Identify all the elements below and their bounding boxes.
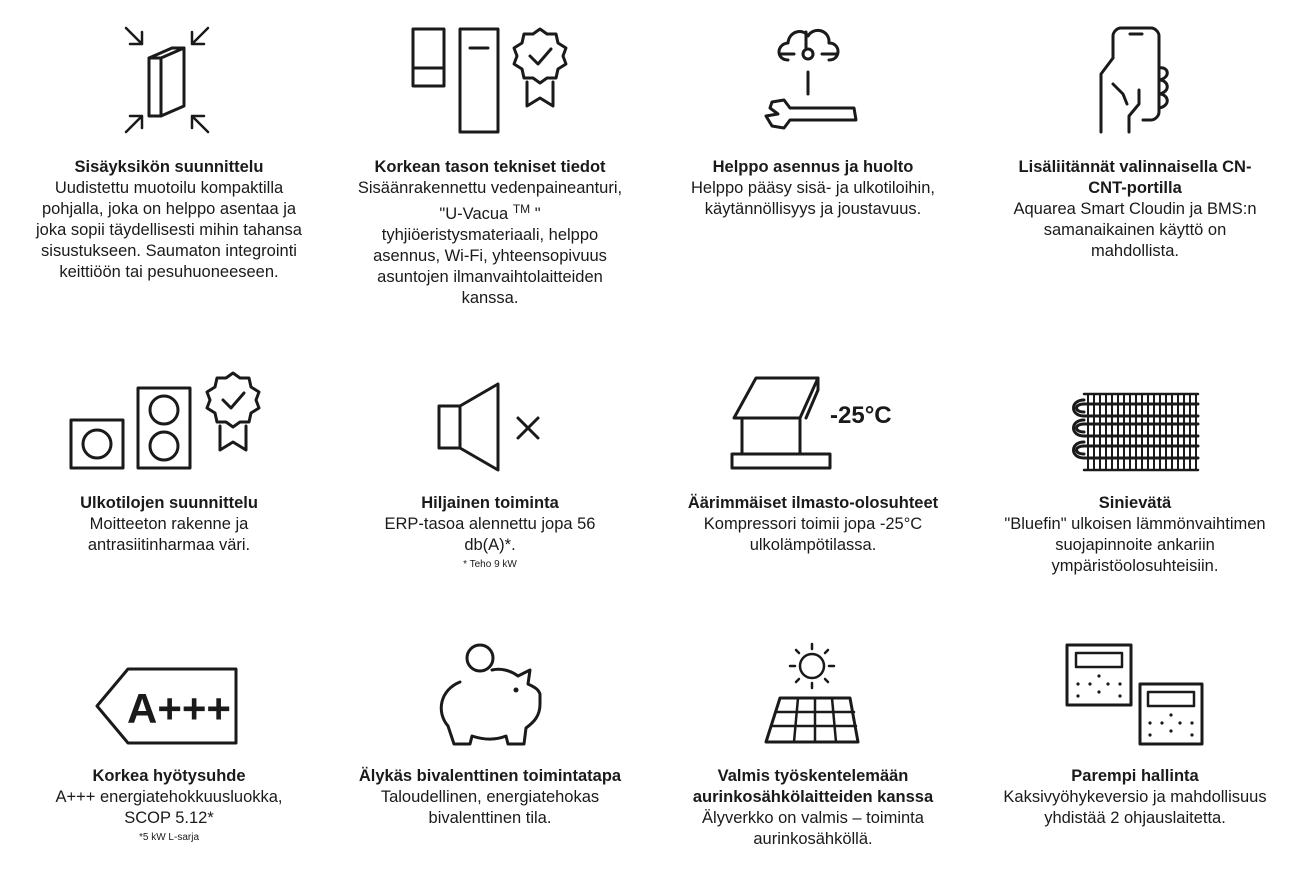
feature-indoor-design <box>14 157 324 283</box>
feature-description <box>335 514 645 556</box>
title-line: Valmis työskentelemään <box>717 767 909 785</box>
feature-better-control <box>980 766 1290 829</box>
feature-description <box>335 178 645 309</box>
desc-line: db(A)*. <box>464 536 516 554</box>
desc-line: Taloudellinen, energiatehokas <box>380 788 600 806</box>
desc-line: "Bluefin" ulkoisen lämmönvaihtimen <box>1004 515 1266 533</box>
feature-title: Äärimmäiset ilmasto-olosuhteet <box>687 494 939 512</box>
cold-house-icon <box>728 374 903 474</box>
desc-line: asuntojen ilmanvaihtolaitteiden <box>377 268 603 286</box>
desc-line: sisustukseen. Saumaton integrointi <box>41 242 297 260</box>
compact-unit-icon <box>122 24 212 136</box>
feature-technical-specs <box>335 157 645 309</box>
feature-description <box>658 808 968 850</box>
desc-line: ulkolämpötilassa. <box>749 536 877 554</box>
feature-description <box>14 514 324 556</box>
phone-hand-icon <box>1093 24 1173 136</box>
cloud-wrench-icon <box>762 24 862 136</box>
feature-title: Korkean tason tekniset tiedot <box>374 158 606 176</box>
temperature-label: -25°C <box>830 402 892 429</box>
title-line: aurinkosähkölaitteiden kanssa <box>692 788 934 806</box>
energy-class-label: A+++ <box>127 685 231 732</box>
desc-line: Älyverkko on valmis – toiminta <box>702 809 924 827</box>
feature-title: Älykäs bivalenttinen toimintatapa <box>358 767 622 785</box>
desc-line: joka sopii täydellisesti mihin tahansa <box>36 221 302 239</box>
feature-description <box>14 178 324 283</box>
desc-line: suojapinnoite ankariin <box>1055 536 1215 554</box>
desc-line: asennus, Wi-Fi, yhteensopivuus <box>373 247 607 265</box>
feature-description <box>335 787 645 829</box>
feature-efficiency <box>14 766 324 844</box>
desc-line: samanaikainen käyttö on <box>1043 221 1227 239</box>
desc-line: mahdollista. <box>1090 242 1180 260</box>
desc-line: yhdistää 2 ohjauslaitetta. <box>1044 809 1226 827</box>
desc-line: Kaksivyöhykeversio ja mahdollisuus <box>1003 788 1267 806</box>
feature-description <box>980 787 1290 829</box>
feature-title <box>980 157 1290 199</box>
desc-line: pohjalla, joka on helppo asentaa ja <box>41 200 297 218</box>
feature-solar-ready <box>658 766 968 850</box>
desc-line: keittiöön tai pesuhuoneeseen. <box>59 263 279 281</box>
piggy-bank-icon <box>434 640 546 748</box>
desc-fragment: "U-Vacua <box>439 205 513 223</box>
feature-title <box>658 766 968 808</box>
feature-extreme-climate <box>658 493 968 556</box>
desc-line: bivalenttinen tila. <box>428 809 552 827</box>
feature-bluefin <box>980 493 1290 577</box>
feature-title: Sinievätä <box>1098 494 1172 512</box>
feature-optional-connection <box>980 157 1290 262</box>
desc-line: ympäristöolosuhteisiin. <box>1051 557 1219 575</box>
desc-line: Aquarea Smart Cloudin ja BMS:n <box>1013 200 1257 218</box>
desc-line: Moitteeton rakenne ja <box>89 515 249 533</box>
feature-description <box>980 199 1290 262</box>
feature-easy-install <box>658 157 968 220</box>
trademark-mark: TM <box>512 202 531 216</box>
feature-title: Hiljainen toiminta <box>421 494 559 512</box>
feature-description <box>658 178 968 220</box>
feature-title: Sisäyksikön suunnittelu <box>74 158 264 176</box>
desc-line <box>335 199 645 225</box>
feature-outdoor-design <box>14 493 324 556</box>
desc-line: kanssa. <box>461 289 519 307</box>
footnote: *5 kW L-sarja <box>138 832 199 843</box>
feature-bivalent-mode <box>335 766 645 829</box>
title-line: Lisäliitännät valinnaisella CN- <box>1018 158 1252 176</box>
feature-title: Korkea hyötysuhde <box>92 767 246 785</box>
outdoor-units-certified-icon <box>68 370 268 474</box>
heat-exchanger-fin-icon <box>1068 390 1202 474</box>
feature-description <box>980 514 1290 577</box>
desc-line: tyhjiöeristysmateriaali, helppo <box>381 226 599 244</box>
feature-description <box>14 787 324 829</box>
tank-certified-icon <box>408 24 574 136</box>
title-line: CNT-portilla <box>1088 179 1182 197</box>
desc-fragment: " <box>530 205 541 223</box>
energy-label-icon <box>94 666 240 746</box>
desc-line: Kompressori toimii jopa -25°C <box>703 515 923 533</box>
feature-title: Ulkotilojen suunnittelu <box>80 494 258 512</box>
speaker-mute-icon <box>436 380 546 474</box>
desc-line: ERP-tasoa alennettu jopa 56 <box>384 515 596 533</box>
dual-controllers-icon <box>1064 642 1206 748</box>
desc-line: antrasiitinharmaa väri. <box>87 536 251 554</box>
desc-line: Sisäänrakennettu vedenpaineanturi, <box>357 179 623 197</box>
desc-line: Uudistettu muotoilu kompaktilla <box>54 179 284 197</box>
desc-line: A+++ energiatehokkuusluokka, <box>55 788 283 806</box>
solar-panel-icon <box>762 640 862 746</box>
desc-line: SCOP 5.12* <box>124 809 214 827</box>
footnote: * Teho 9 kW <box>463 559 517 570</box>
desc-line: Helppo pääsy sisä- ja ulkotiloihin, <box>691 179 935 197</box>
desc-line: aurinkosähköllä. <box>753 830 873 848</box>
feature-title: Parempi hallinta <box>1071 767 1199 785</box>
feature-quiet-operation <box>335 493 645 571</box>
feature-title: Helppo asennus ja huolto <box>712 158 914 176</box>
feature-description <box>658 514 968 556</box>
desc-line: käytännöllisyys ja joustavuus. <box>704 200 922 218</box>
